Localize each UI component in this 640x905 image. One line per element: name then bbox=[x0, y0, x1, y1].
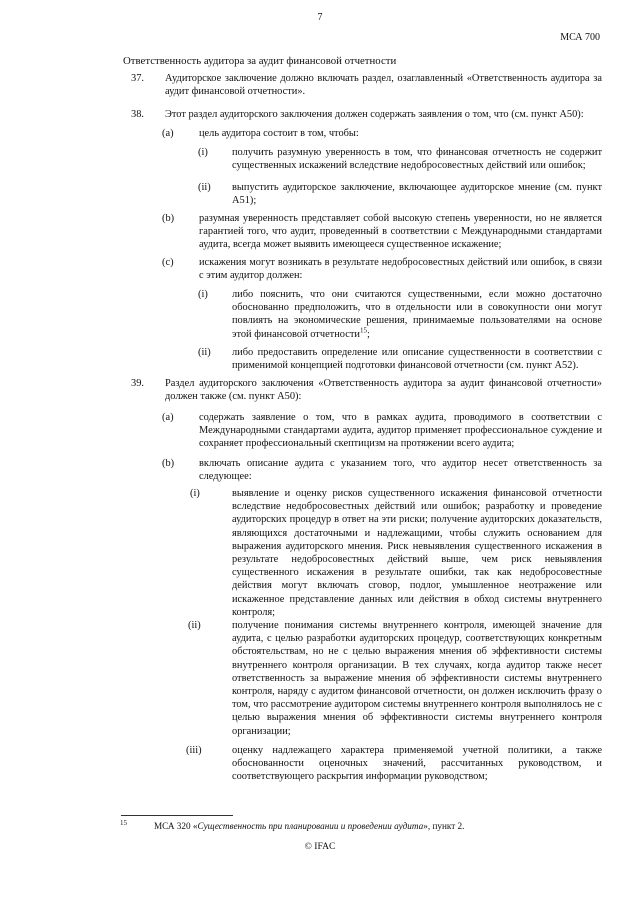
item-39a: содержать заявление о том, что в рамках аудита, проводимого в соответствии с Международными стандартами аудита, аудитор применяет профессиональное суждение и сохраняет профессиональный скептицизм на протяжении всего аудита; bbox=[199, 412, 602, 450]
item-38c-label: (c) bbox=[162, 257, 174, 268]
item-38a-ii-label: (ii) bbox=[198, 182, 211, 193]
footnote-prefix: МСА 320 « bbox=[154, 821, 198, 831]
footnote-title: Существенность при планировании и проведении аудита bbox=[197, 821, 424, 831]
item-39a-label: (a) bbox=[162, 412, 174, 423]
footnote-suffix: », пункт 2. bbox=[423, 821, 465, 831]
paragraph-39: Раздел аудиторского заключения «Ответственность аудитора за аудит финансовой отчетности» должен также (см. пункт A50): bbox=[165, 378, 602, 403]
paragraph-number-37: 37. bbox=[131, 73, 144, 84]
footnote-ref-15: 15 bbox=[359, 326, 367, 335]
item-39b: включать описание аудита с указанием того, что аудитор несет ответственность за следующее: bbox=[199, 458, 602, 483]
item-39b-i-label: (i) bbox=[190, 488, 200, 499]
standard-code: МСА 700 bbox=[560, 32, 600, 43]
item-39b-iii: оценку надлежащего характера применяемой учетной политики, а также обоснованности оценочных значений, рассчитанных руководством, и соответствующего раскрытия информации руководством; bbox=[232, 745, 602, 783]
footnote-number: 15 bbox=[120, 819, 127, 827]
item-38c-ii-label: (ii) bbox=[198, 347, 211, 358]
item-38c: искажения могут возникать в результате недобросовестных действий или ошибок, в связи с этим аудитор должен: bbox=[199, 257, 602, 282]
item-38b: разумная уверенность представляет собой высокую степень уверенности, но не является гарантией того, что аудит, проведенный в соответствии с Международными стандартами аудита, всегда может выявить имеющееся существенное искажение; bbox=[199, 213, 602, 251]
paragraph-38: Этот раздел аудиторского заключения должен содержать заявления о том, что (см. пункт A50): bbox=[165, 109, 584, 120]
footnote-separator bbox=[121, 815, 233, 816]
item-38a-i: получить разумную уверенность в том, что финансовая отчетность не содержит существенных искажений вследствие недобросовестных действий или ошибок; bbox=[232, 147, 602, 172]
item-38c-ii: либо предоставить определение или описание существенности в соответствии с применимой концепцией подготовки финансовой отчетности (см. пункт A52). bbox=[232, 347, 602, 372]
item-38c-i bbox=[232, 288, 602, 341]
item-39b-ii-label: (ii) bbox=[188, 620, 201, 631]
page-number: 7 bbox=[317, 12, 323, 23]
footnote-text bbox=[154, 821, 464, 831]
section-heading: Ответственность аудитора за аудит финансовой отчетности bbox=[123, 55, 397, 67]
item-39b-i: выявление и оценку рисков существенного искажения финансовой отчетности вследствие недобросовестных действий или ошибок; разработку и проведение аудиторских процедур в ответ на эти риски; получение аудиторских доказательств, являющихся достаточными и надлежащими, чтобы служить основанием для выражения аудиторского мнения. Риск невыявления существенного искажения в результате недобросовестных действий выше, чем риск невыявления существенного искажения в результате ошибки, так как недобросовестные действия могут включать сговор, подлог, умышленное неотражение или искаженное представление данных или действия в обход системы внутреннего контроля; bbox=[232, 488, 602, 618]
item-38a-ii: выпустить аудиторское заключение, включающее аудиторское мнение (см. пункт A51); bbox=[232, 182, 602, 207]
item-38a: цель аудитора состоит в том, чтобы: bbox=[199, 128, 359, 139]
item-38c-i-text: либо пояснить, что они считаются существенными, если можно достаточно обоснованно предположить, что в отдельности или в совокупности они могут повлиять на экономические решения, принимаемые пользователями на основе этой финансовой отчетности bbox=[232, 289, 602, 340]
item-38b-label: (b) bbox=[162, 213, 175, 224]
item-39b-iii-label: (iii) bbox=[186, 745, 202, 756]
item-39b-ii: получение понимания системы внутреннего контроля, имеющей значение для аудита, с целью разработки аудиторских процедур, соответствующих конкретным обстоятельствам, но не с целью выражения мнения об эффективности системы внутреннего контроля организации. В тех случаях, когда аудитор также несет ответственность за выражение мнения об эффективности системы внутреннего контроля, наряду с аудитом финансовой отчетности, он должен исключить фразу о том, что рассмотрение аудитором системы внутреннего контроля выполнялось не с целью выражения мнения об эффективности системы внутреннего контроля организации; bbox=[232, 620, 602, 737]
page-footer: © IFAC bbox=[304, 841, 336, 852]
paragraph-37: Аудиторское заключение должно включать раздел, озаглавленный «Ответственность аудитора за аудит финансовой отчетности». bbox=[165, 73, 602, 98]
item-38a-label: (a) bbox=[162, 128, 174, 139]
item-39b-label: (b) bbox=[162, 458, 175, 469]
item-38c-i-tail: ; bbox=[366, 328, 370, 340]
item-38c-i-label: (i) bbox=[198, 289, 208, 300]
item-38a-i-label: (i) bbox=[198, 147, 208, 158]
paragraph-number-38: 38. bbox=[131, 109, 144, 120]
paragraph-number-39: 39. bbox=[131, 378, 144, 389]
